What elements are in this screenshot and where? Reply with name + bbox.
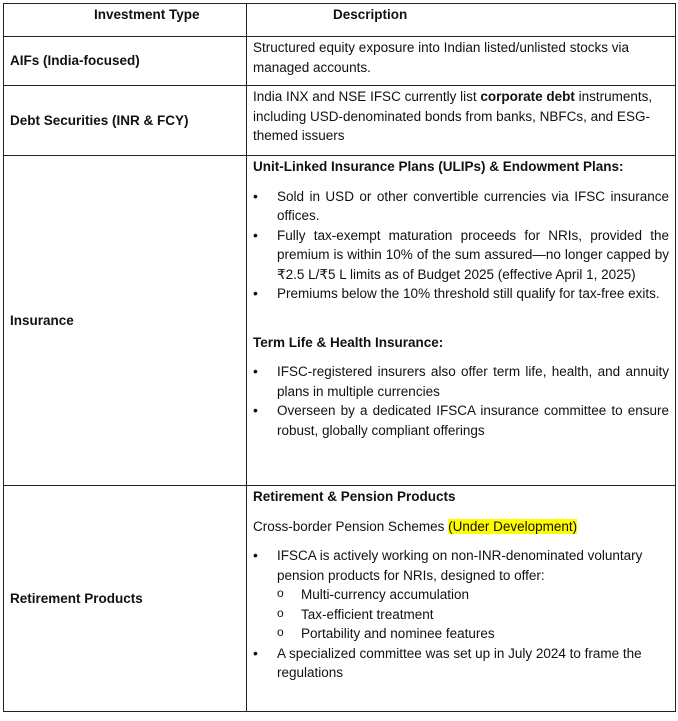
retirement-list — [253, 546, 669, 683]
aifs-type: AIFs (India-focused) — [4, 37, 247, 86]
list-item — [253, 546, 669, 644]
aifs-description: Structured equity exposure into Indian listed/unlisted stocks via managed accounts. — [247, 37, 676, 86]
ulip-heading: Unit-Linked Insurance Plans (ULIPs) & Endowment Plans: — [253, 159, 624, 174]
list-item: • Fully tax-exempt maturation proceeds for NRIs, provided the premium is within 10% of the sum assured—no longer capped by ₹2.5 L/₹5 L limits as of Budget 2025 (effective April 1, 2025) — [253, 226, 669, 285]
insurance-description — [247, 156, 676, 486]
table-row-debt — [4, 86, 676, 156]
term-heading: Term Life & Health Insurance: — [253, 334, 444, 350]
table-row-aifs — [4, 37, 676, 86]
debt-desc-pre: India INX and NSE IFSC currently list — [253, 89, 481, 104]
sub-list-item: o Portability and nominee features — [253, 624, 669, 644]
header-description: Description — [247, 4, 676, 37]
table-row-retirement — [4, 486, 676, 712]
debt-desc-post: instruments, including USD-denominated bonds from banks, NBFCs, and ESG-themed issuers — [253, 89, 653, 143]
retirement-heading: Retirement & Pension Products — [253, 489, 456, 504]
debt-desc-bold: corporate debt — [480, 89, 575, 104]
retirement-type: Retirement Products — [4, 486, 247, 712]
under-development-highlight: (Under Development) — [448, 518, 578, 534]
cross-border-text: Cross-border Pension Schemes — [253, 518, 449, 534]
list-item: • Sold in USD or other convertible currencies via IFSC insurance offices. — [253, 187, 669, 226]
ulip-list — [253, 187, 669, 304]
debt-description — [247, 86, 676, 156]
sub-list-item: o Multi-currency accumulation — [253, 585, 669, 605]
retirement-item-1: IFSCA is actively working on non-INR-denominated voluntary pension products for NRIs, designed to offer: — [277, 548, 643, 583]
investment-table — [3, 3, 676, 712]
header-investment-type: Investment Type — [4, 4, 247, 37]
retirement-sub-list — [253, 585, 669, 644]
cross-border-line — [253, 517, 669, 537]
list-item: • Premiums below the 10% threshold still qualify for tax-free exits. — [253, 284, 669, 304]
list-item: • IFSC-registered insurers also offer term life, health, and annuity plans in multiple currencies — [253, 362, 669, 401]
table-row-insurance — [4, 156, 676, 486]
insurance-type: Insurance — [4, 156, 247, 486]
table-header-row — [4, 4, 676, 37]
term-list — [253, 362, 669, 440]
list-item: • A specialized committee was set up in July 2024 to frame the regulations — [253, 644, 669, 683]
list-item: • Overseen by a dedicated IFSCA insurance committee to ensure robust, globally compliant offerings — [253, 401, 669, 440]
retirement-description — [247, 486, 676, 712]
sub-list-item: o Tax-efficient treatment — [253, 605, 669, 625]
debt-type: Debt Securities (INR & FCY) — [4, 86, 247, 156]
